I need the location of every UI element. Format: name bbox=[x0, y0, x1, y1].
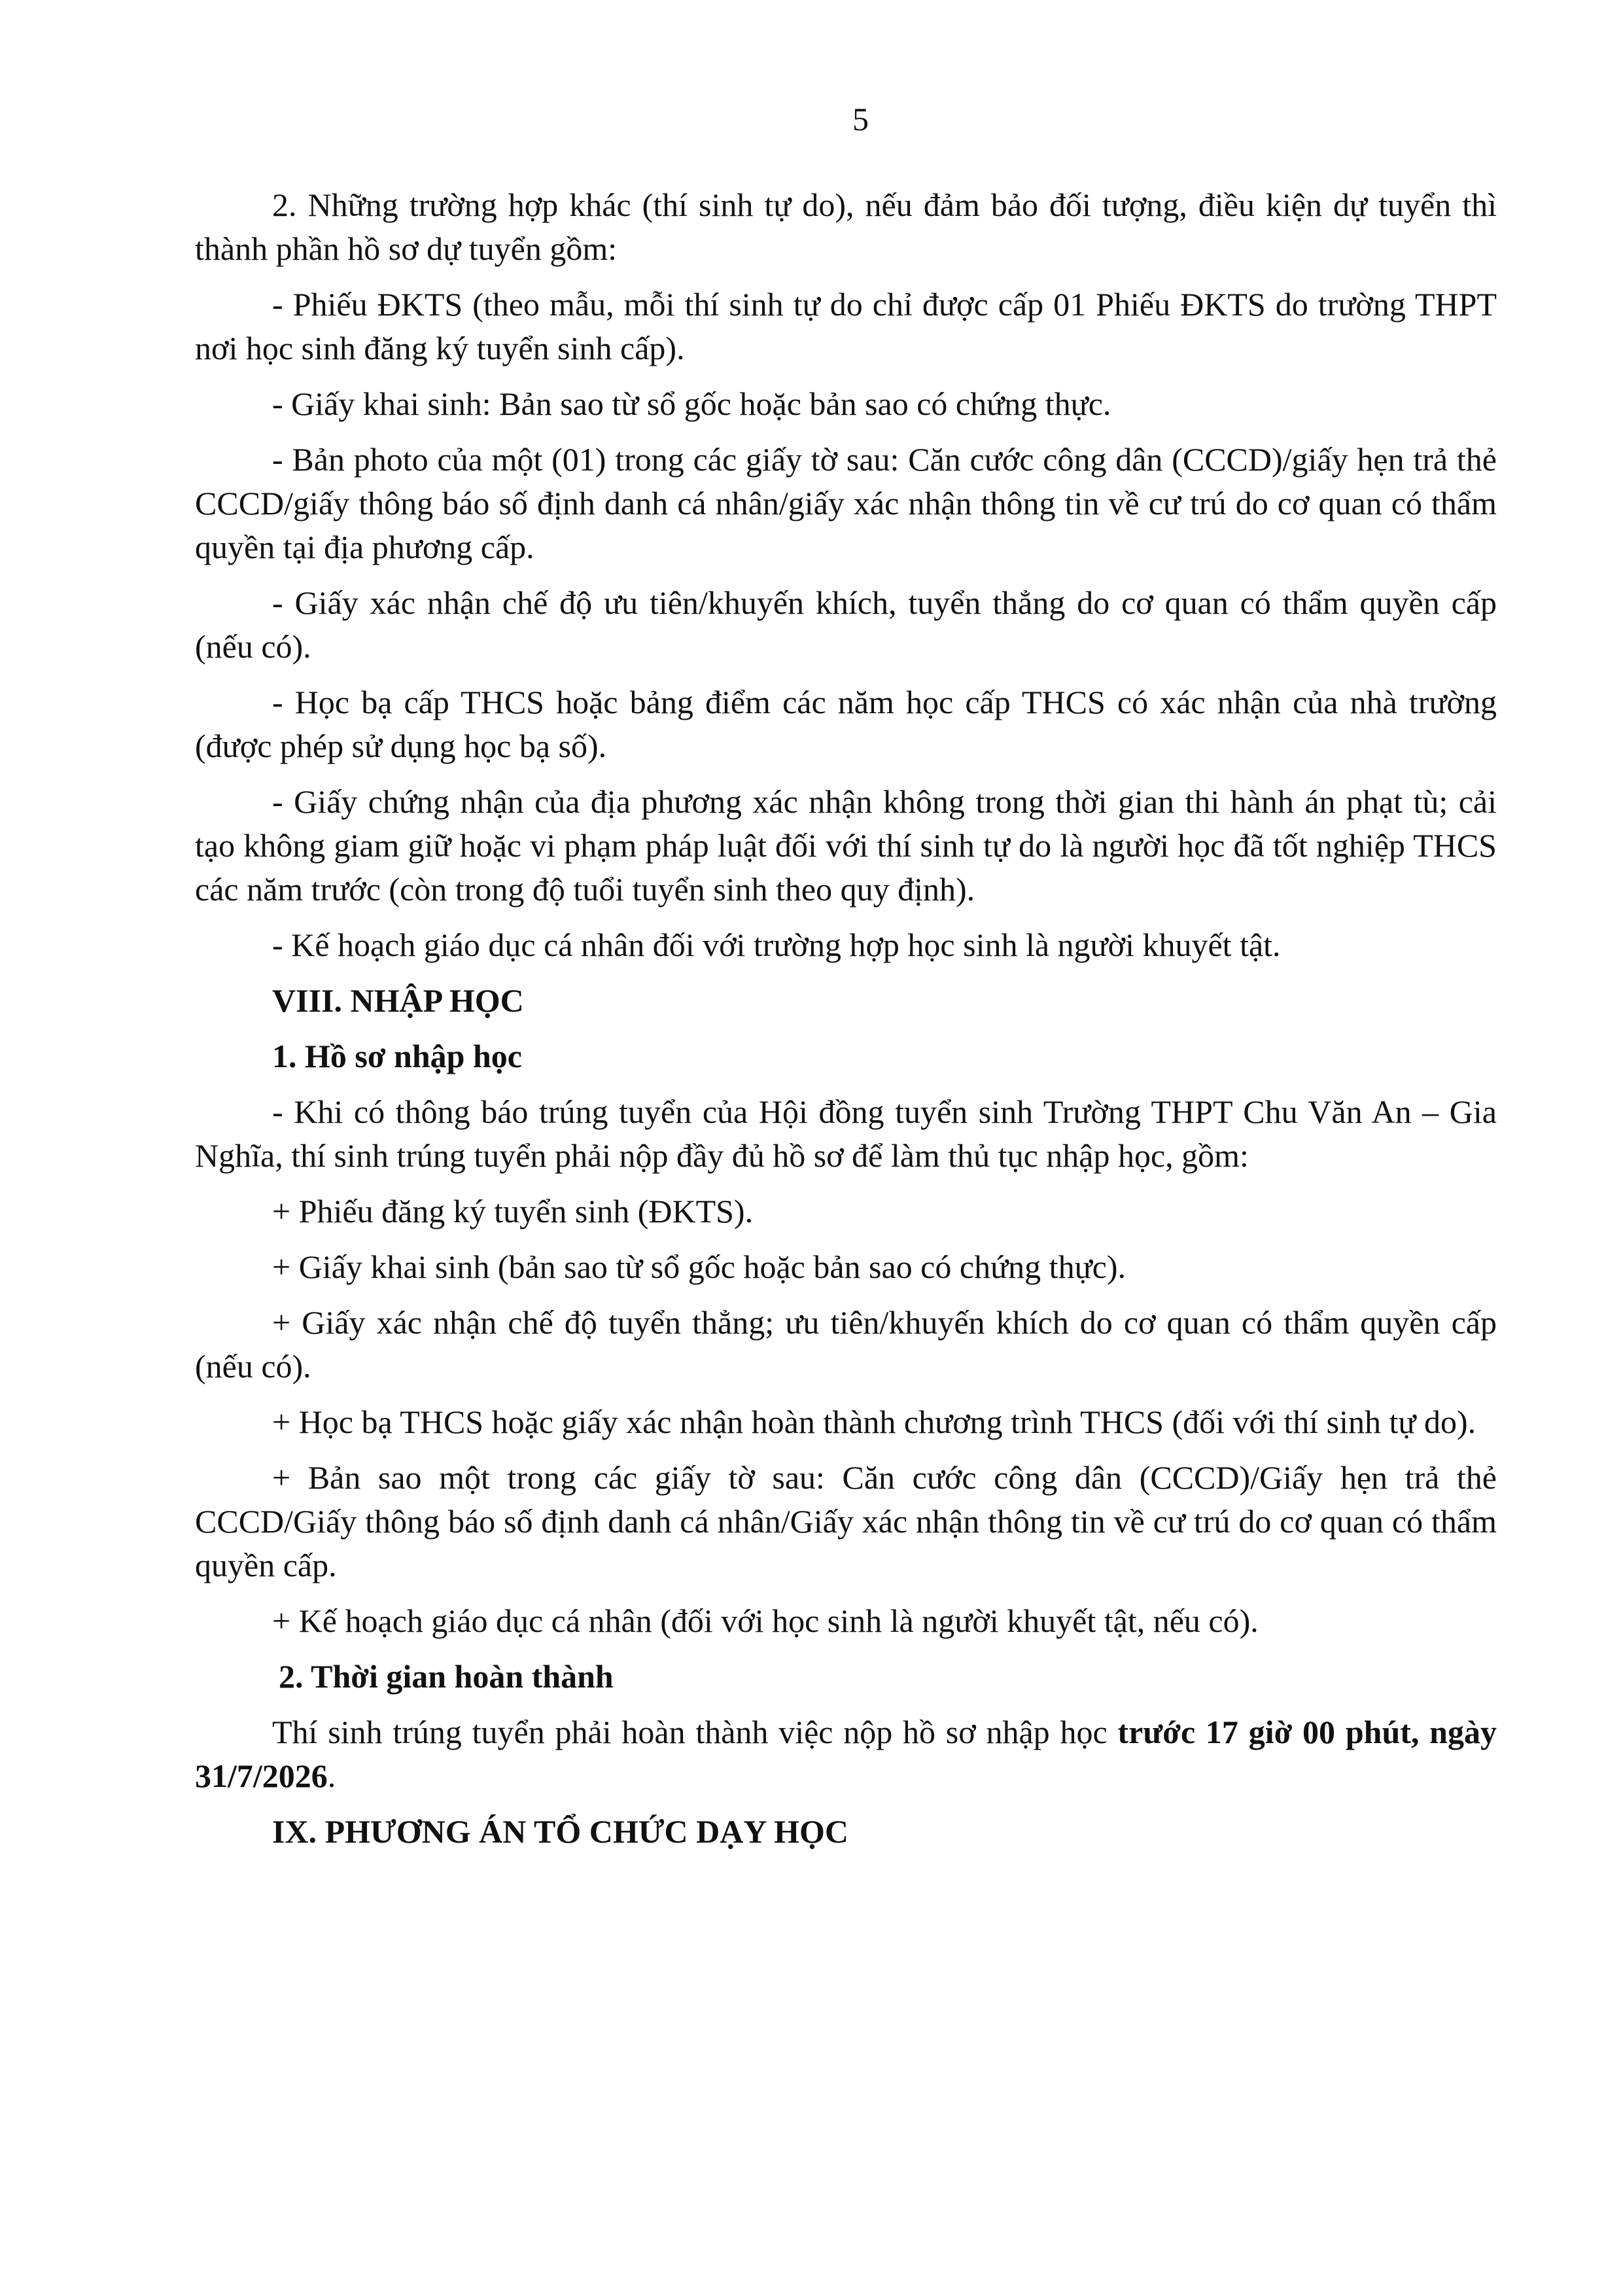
list-item: + Giấy xác nhận chế độ tuyển thẳng; ưu tiên/khuyến khích do cơ quan có thẩm quyền cấp (nếu có). bbox=[195, 1304, 1497, 1385]
heading-section-ix: IX. PHƯƠNG ÁN TỔ CHỨC DẠY HỌC bbox=[272, 1813, 849, 1850]
list-item: + Giấy khai sinh (bản sao từ sổ gốc hoặc bản sao có chứng thực). bbox=[272, 1248, 1126, 1285]
list-item: + Kế hoạch giáo dục cá nhân (đối với học sinh là người khuyết tật, nếu có). bbox=[272, 1602, 1259, 1639]
paragraph-birth-certificate: - Giấy khai sinh: Bản sao từ sổ gốc hoặc bản sao có chứng thực. bbox=[272, 385, 1111, 422]
paragraph-id-documents: - Bản photo của một (01) trong các giấy tờ sau: Căn cước công dân (CCCD)/giấy hẹn trả thẻ CCCD/giấy thông báo số định danh cá nhân/giấy xác nhận thông tin về cư trú do cơ quan có thẩm quyền tại địa phương cấp. bbox=[195, 441, 1497, 565]
paragraph-registration-form: - Phiếu ĐKTS (theo mẫu, mỗi thí sinh tự do chỉ được cấp 01 Phiếu ĐKTS do trường THPT nơi học sinh đăng ký tuyển sinh cấp). bbox=[195, 286, 1497, 366]
list-item: + Học bạ THCS hoặc giấy xác nhận hoàn thành chương trình THCS (đối với thí sinh tự do). bbox=[272, 1404, 1476, 1440]
deadline-date: trước 17 giờ 00 phút, ngày 31/7/2026 bbox=[195, 1714, 1497, 1794]
page-number: 5 bbox=[852, 101, 869, 137]
paragraph-priority-certificate: - Giấy xác nhận chế độ ưu tiên/khuyến khích, tuyển thẳng do cơ quan có thẩm quyền cấp (nếu có). bbox=[195, 584, 1497, 665]
paragraph-free-candidates: 2. Những trường hợp khác (thí sinh tự do), nếu đảm bảo đối tượng, điều kiện dự tuyển thì thành phần hồ sơ dự tuyển gồm: bbox=[195, 186, 1497, 267]
deadline-text: Thí sinh trúng tuyển phải hoàn thành việc nộp hồ sơ nhập học bbox=[272, 1714, 1118, 1750]
paragraph-deadline bbox=[195, 1710, 1497, 1798]
paragraph-education-plan: - Kế hoạch giáo dục cá nhân đối với trường hợp học sinh là người khuyết tật. bbox=[272, 927, 1281, 963]
list-item: + Bản sao một trong các giấy tờ sau: Căn cước công dân (CCCD)/Giấy hẹn trả thẻ CCCD/Giấy thông báo số định danh cá nhân/Giấy xác nhận thông tin về cư trú do cơ quan có thẩm quyền cấp. bbox=[195, 1459, 1497, 1583]
paragraph-enrollment-intro: - Khi có thông báo trúng tuyển của Hội đồng tuyển sinh Trường THPT Chu Văn An – Gia Nghĩa, thí sinh trúng tuyển phải nộp đầy đủ hồ sơ để làm thủ tục nhập học, gồm: bbox=[195, 1093, 1497, 1174]
heading-section-viii: VIII. NHẬP HỌC bbox=[272, 982, 524, 1019]
deadline-end: . bbox=[327, 1757, 336, 1794]
heading-enrollment-documents: 1. Hồ sơ nhập học bbox=[272, 1038, 522, 1074]
page-content bbox=[195, 183, 1497, 1865]
paragraph-school-records: - Học bạ cấp THCS hoặc bảng điểm các năm học cấp THCS có xác nhận của nhà trường (được phép sử dụng học bạ số). bbox=[195, 684, 1497, 764]
heading-completion-time: 2. Thời gian hoàn thành bbox=[279, 1658, 614, 1695]
paragraph-local-certification: - Giấy chứng nhận của địa phương xác nhận không trong thời gian thi hành án phạt tù; cải tạo không giam giữ hoặc vi phạm pháp luật đối với thí sinh tự do là người học đã tốt nghiệp THCS các năm trước (còn trong độ tuổi tuyển sinh theo quy định). bbox=[195, 783, 1497, 908]
list-item: + Phiếu đăng ký tuyển sinh (ĐKTS). bbox=[272, 1193, 754, 1229]
